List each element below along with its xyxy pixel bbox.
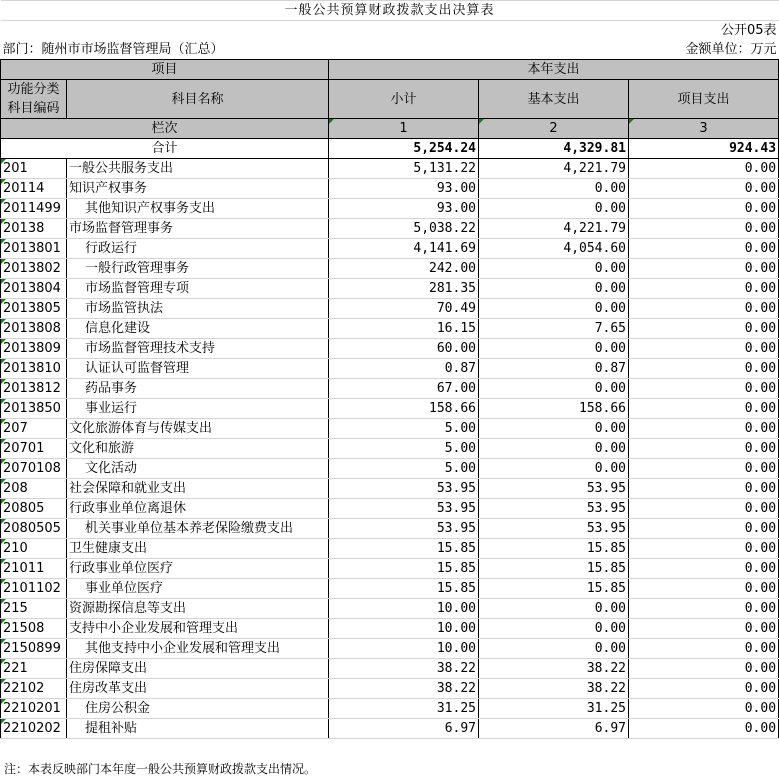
row-basic: 31.25 — [479, 699, 629, 719]
row-name: 卫生健康支出 — [67, 539, 329, 559]
table-row — [1, 439, 779, 459]
row-code: 210 — [1, 539, 67, 559]
cell-marker — [1, 559, 6, 564]
table-row — [1, 339, 779, 359]
row-code: 2150899 — [1, 639, 67, 659]
cell-marker — [1, 659, 6, 664]
row-project: 0.00 — [629, 519, 779, 539]
table-row — [1, 479, 779, 499]
row-subtotal: 15.85 — [329, 539, 479, 559]
table-row — [1, 179, 779, 199]
row-project: 0.00 — [629, 479, 779, 499]
cell-marker — [1, 239, 6, 244]
row-code: 221 — [1, 659, 67, 679]
row-project: 0.00 — [629, 679, 779, 699]
row-subtotal: 0.87 — [329, 359, 479, 379]
table-row — [1, 259, 779, 279]
row-basic: 0.87 — [479, 359, 629, 379]
row-basic: 38.22 — [479, 679, 629, 699]
row-basic: 158.66 — [479, 399, 629, 419]
row-project: 0.00 — [629, 579, 779, 599]
total-label: 合计 — [1, 139, 329, 159]
row-project: 0.00 — [629, 559, 779, 579]
row-subtotal: 93.00 — [329, 199, 479, 219]
row-basic: 0.00 — [479, 259, 629, 279]
row-code: 20138 — [1, 219, 67, 239]
row-project: 0.00 — [629, 299, 779, 319]
row-project: 0.00 — [629, 539, 779, 559]
row-basic: 4,221.79 — [479, 159, 629, 179]
row-basic: 0.00 — [479, 379, 629, 399]
row-basic: 0.00 — [479, 339, 629, 359]
row-basic: 53.95 — [479, 479, 629, 499]
table-row — [1, 519, 779, 539]
header-basic: 基本支出 — [479, 80, 629, 119]
row-project: 0.00 — [629, 659, 779, 679]
header-subtotal: 小计 — [329, 80, 479, 119]
row-code: 2013802 — [1, 259, 67, 279]
row-subtotal: 5.00 — [329, 419, 479, 439]
row-code: 207 — [1, 419, 67, 439]
cell-marker — [1, 399, 6, 404]
row-project: 0.00 — [629, 399, 779, 419]
table-row — [1, 299, 779, 319]
total-subtotal: 5,254.24 — [329, 139, 479, 159]
table-row — [1, 419, 779, 439]
row-code: 20701 — [1, 439, 67, 459]
row-subtotal: 38.22 — [329, 659, 479, 679]
row-name: 其他知识产权事务支出 — [67, 199, 329, 219]
row-subtotal: 5,131.22 — [329, 159, 479, 179]
cell-marker — [1, 219, 6, 224]
row-code: 2013808 — [1, 319, 67, 339]
row-project: 0.00 — [629, 459, 779, 479]
row-subtotal: 60.00 — [329, 339, 479, 359]
table-row — [1, 399, 779, 419]
row-name: 认证认可监督管理 — [67, 359, 329, 379]
row-subtotal: 5,038.22 — [329, 219, 479, 239]
row-name: 支持中小企业发展和管理支出 — [67, 619, 329, 639]
total-basic: 4,329.81 — [479, 139, 629, 159]
row-basic: 53.95 — [479, 519, 629, 539]
row-name: 社会保障和就业支出 — [67, 479, 329, 499]
row-name: 事业单位医疗 — [67, 579, 329, 599]
row-subtotal: 67.00 — [329, 379, 479, 399]
cell-marker — [1, 439, 6, 444]
table-row — [1, 459, 779, 479]
form-code-row — [1, 21, 779, 41]
row-code: 201 — [1, 159, 67, 179]
cell-marker — [329, 119, 334, 124]
row-basic: 6.97 — [479, 719, 629, 739]
row-project: 0.00 — [629, 379, 779, 399]
cell-marker — [1, 179, 6, 184]
row-code: 2013804 — [1, 279, 67, 299]
cell-marker — [1, 539, 6, 544]
row-code: 208 — [1, 479, 67, 499]
row-code: 2011499 — [1, 199, 67, 219]
meta-row — [1, 40, 779, 60]
row-basic: 0.00 — [479, 459, 629, 479]
row-code: 21508 — [1, 619, 67, 639]
row-name: 信息化建设 — [67, 319, 329, 339]
row-name: 行政事业单位医疗 — [67, 559, 329, 579]
table-row — [1, 239, 779, 259]
table-row — [1, 639, 779, 659]
cell-marker — [1, 159, 6, 164]
table-row — [1, 379, 779, 399]
table-row — [1, 319, 779, 339]
row-project: 0.00 — [629, 359, 779, 379]
row-name: 行政运行 — [67, 239, 329, 259]
row-subtotal: 31.25 — [329, 699, 479, 719]
table-row — [1, 719, 779, 739]
column-number-2: 2 — [479, 119, 629, 139]
cell-marker — [1, 599, 6, 604]
row-subtotal: 281.35 — [329, 279, 479, 299]
row-name: 知识产权事务 — [67, 179, 329, 199]
row-project: 0.00 — [629, 719, 779, 739]
cell-marker — [1, 199, 6, 204]
header-item: 项目 — [1, 60, 329, 80]
row-subtotal: 16.15 — [329, 319, 479, 339]
row-project: 0.00 — [629, 499, 779, 519]
row-name: 行政事业单位离退休 — [67, 499, 329, 519]
header-row-2 — [1, 80, 779, 119]
column-number-3: 3 — [629, 119, 779, 139]
cell-marker — [1, 619, 6, 624]
row-subtotal: 15.85 — [329, 559, 479, 579]
row-project: 0.00 — [629, 179, 779, 199]
row-name: 文化活动 — [67, 459, 329, 479]
row-code: 20805 — [1, 499, 67, 519]
row-subtotal: 5.00 — [329, 459, 479, 479]
total-project: 924.43 — [629, 139, 779, 159]
cell-marker — [1, 339, 6, 344]
cell-marker — [1, 719, 6, 724]
row-project: 0.00 — [629, 259, 779, 279]
row-project: 0.00 — [629, 619, 779, 639]
cell-marker — [479, 119, 484, 124]
row-name: 药品事务 — [67, 379, 329, 399]
row-name: 市场监管执法 — [67, 299, 329, 319]
row-code: 215 — [1, 599, 67, 619]
cell-marker — [1, 259, 6, 264]
header-project: 项目支出 — [629, 80, 779, 119]
table-row — [1, 699, 779, 719]
cell-marker — [629, 119, 634, 124]
table-row — [1, 559, 779, 579]
row-subtotal: 4,141.69 — [329, 239, 479, 259]
table-row — [1, 199, 779, 219]
cell-marker — [1, 459, 6, 464]
row-code: 2013810 — [1, 359, 67, 379]
column-number-1: 1 — [329, 119, 479, 139]
cell-marker — [1, 699, 6, 704]
row-name: 市场监督管理技术支持 — [67, 339, 329, 359]
cell-marker — [1, 579, 6, 584]
total-row — [1, 139, 779, 159]
row-project: 0.00 — [629, 199, 779, 219]
table-row — [1, 539, 779, 559]
row-code: 2080505 — [1, 519, 67, 539]
row-code: 2070108 — [1, 459, 67, 479]
cell-marker — [1, 479, 6, 484]
row-subtotal: 158.66 — [329, 399, 479, 419]
title-row — [1, 1, 779, 21]
row-basic: 4,054.60 — [479, 239, 629, 259]
table-row — [1, 159, 779, 179]
header-code: 功能分类科目编码 — [1, 80, 67, 119]
row-subtotal: 5.00 — [329, 439, 479, 459]
row-project: 0.00 — [629, 639, 779, 659]
row-name: 一般行政管理事务 — [67, 259, 329, 279]
row-subtotal: 70.49 — [329, 299, 479, 319]
table-row — [1, 619, 779, 639]
cell-marker — [1, 319, 6, 324]
table-row — [1, 279, 779, 299]
row-basic: 0.00 — [479, 179, 629, 199]
cell-marker — [1, 679, 6, 684]
table-row — [1, 679, 779, 699]
row-basic: 0.00 — [479, 619, 629, 639]
row-basic: 0.00 — [479, 279, 629, 299]
row-name: 市场监督管理专项 — [67, 279, 329, 299]
row-basic: 53.95 — [479, 499, 629, 519]
row-subtotal: 10.00 — [329, 619, 479, 639]
row-name: 提租补贴 — [67, 719, 329, 739]
row-code: 2013809 — [1, 339, 67, 359]
cell-marker — [1, 299, 6, 304]
row-project: 0.00 — [629, 279, 779, 299]
row-name: 一般公共服务支出 — [67, 159, 329, 179]
column-number-row — [1, 119, 779, 139]
row-code: 2013812 — [1, 379, 67, 399]
row-code: 20114 — [1, 179, 67, 199]
cell-marker — [1, 359, 6, 364]
row-name: 住房保障支出 — [67, 659, 329, 679]
department-label: 部门：随州市市场监督管理局（汇总） — [2, 42, 224, 57]
unit-label: 金额单位：万元 — [685, 42, 777, 57]
row-subtotal: 242.00 — [329, 259, 479, 279]
table-row — [1, 659, 779, 679]
row-project: 0.00 — [629, 699, 779, 719]
header-row-1 — [1, 60, 779, 80]
row-code: 2210202 — [1, 719, 67, 739]
row-basic: 15.85 — [479, 559, 629, 579]
row-project: 0.00 — [629, 419, 779, 439]
table-row — [1, 359, 779, 379]
row-basic: 4,221.79 — [479, 219, 629, 239]
row-project: 0.00 — [629, 159, 779, 179]
row-basic: 15.85 — [479, 579, 629, 599]
row-subtotal: 10.00 — [329, 639, 479, 659]
row-name: 资源勘探信息等支出 — [67, 599, 329, 619]
row-name: 文化旅游体育与传媒支出 — [67, 419, 329, 439]
row-subtotal: 15.85 — [329, 579, 479, 599]
row-basic: 0.00 — [479, 419, 629, 439]
table-row — [1, 599, 779, 619]
row-code: 2013850 — [1, 399, 67, 419]
row-basic: 0.00 — [479, 299, 629, 319]
row-project: 0.00 — [629, 339, 779, 359]
header-current-year: 本年支出 — [329, 60, 779, 80]
row-project: 0.00 — [629, 319, 779, 339]
row-subtotal: 10.00 — [329, 599, 479, 619]
table-title: 一般公共预算财政拨款支出决算表 — [1, 1, 779, 21]
table-row — [1, 579, 779, 599]
row-subtotal: 53.95 — [329, 479, 479, 499]
row-code: 22102 — [1, 679, 67, 699]
row-subtotal: 6.97 — [329, 719, 479, 739]
row-code: 2101102 — [1, 579, 67, 599]
row-project: 0.00 — [629, 219, 779, 239]
row-code: 2013805 — [1, 299, 67, 319]
row-name: 其他支持中小企业发展和管理支出 — [67, 639, 329, 659]
cell-marker — [1, 419, 6, 424]
cell-marker — [1, 379, 6, 384]
header-name: 科目名称 — [67, 80, 329, 119]
row-name: 住房公积金 — [67, 699, 329, 719]
row-basic: 0.00 — [479, 439, 629, 459]
cell-marker — [1, 279, 6, 284]
row-name: 事业运行 — [67, 399, 329, 419]
row-subtotal: 38.22 — [329, 679, 479, 699]
row-basic: 7.65 — [479, 319, 629, 339]
form-code: 公开05表 — [720, 23, 777, 38]
row-name: 文化和旅游 — [67, 439, 329, 459]
row-basic: 38.22 — [479, 659, 629, 679]
row-subtotal: 53.95 — [329, 499, 479, 519]
row-subtotal: 93.00 — [329, 179, 479, 199]
row-basic: 0.00 — [479, 199, 629, 219]
row-code: 21011 — [1, 559, 67, 579]
table-row — [1, 499, 779, 519]
cell-marker — [1, 499, 6, 504]
cell-marker — [1, 519, 6, 524]
row-code: 2013801 — [1, 239, 67, 259]
row-basic: 0.00 — [479, 639, 629, 659]
row-name: 住房改革支出 — [67, 679, 329, 699]
row-project: 0.00 — [629, 239, 779, 259]
row-name: 市场监督管理事务 — [67, 219, 329, 239]
row-project: 0.00 — [629, 599, 779, 619]
row-basic: 15.85 — [479, 539, 629, 559]
footnote: 注：本表反映部门本年度一般公共预算财政拨款支出情况。 — [4, 762, 317, 776]
row-code: 2210201 — [1, 699, 67, 719]
table-row — [1, 219, 779, 239]
column-number-label: 栏次 — [1, 119, 329, 139]
row-name: 机关事业单位基本养老保险缴费支出 — [67, 519, 329, 539]
row-subtotal: 53.95 — [329, 519, 479, 539]
cell-marker — [1, 639, 6, 644]
row-basic: 0.00 — [479, 599, 629, 619]
row-project: 0.00 — [629, 439, 779, 459]
